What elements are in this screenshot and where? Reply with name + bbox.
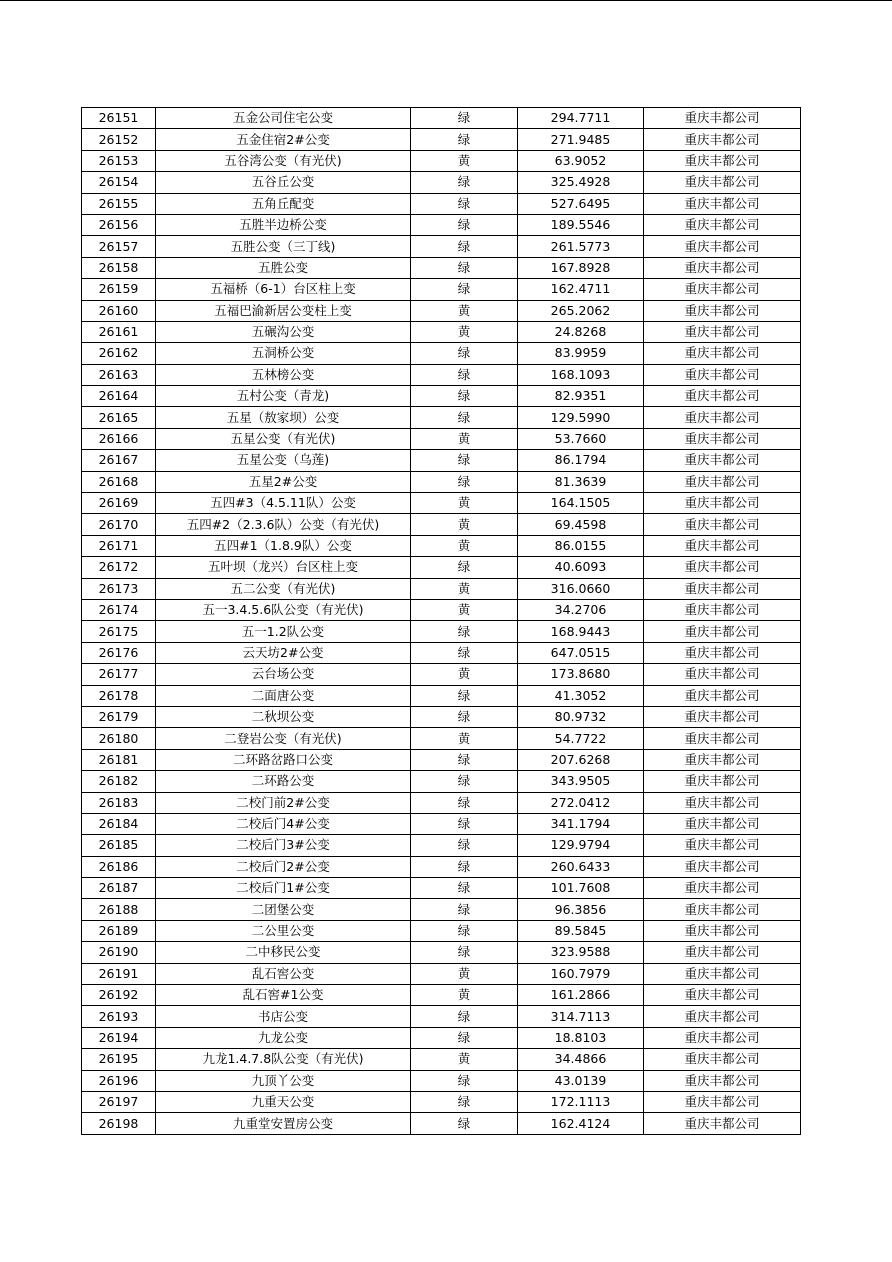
table-row <box>82 108 801 129</box>
cell-company: 重庆丰都公司 <box>644 899 801 920</box>
cell-value: 323.9588 <box>518 942 644 963</box>
table-row <box>82 279 801 300</box>
cell-company: 重庆丰都公司 <box>644 300 801 321</box>
cell-name: 五一3.4.5.6队公变（有光伏) <box>156 599 411 620</box>
cell-id: 26159 <box>82 279 156 300</box>
cell-id: 26160 <box>82 300 156 321</box>
cell-company: 重庆丰都公司 <box>644 150 801 171</box>
cell-color-status: 黄 <box>411 493 518 514</box>
cell-id: 26165 <box>82 407 156 428</box>
cell-company: 重庆丰都公司 <box>644 172 801 193</box>
table-row <box>82 856 801 877</box>
cell-id: 26162 <box>82 343 156 364</box>
cell-company: 重庆丰都公司 <box>644 878 801 899</box>
cell-name: 二秋坝公变 <box>156 706 411 727</box>
cell-name: 五金住宿2#公变 <box>156 129 411 150</box>
cell-value: 260.6433 <box>518 856 644 877</box>
cell-color-status: 绿 <box>411 771 518 792</box>
cell-id: 26176 <box>82 642 156 663</box>
cell-company: 重庆丰都公司 <box>644 1049 801 1070</box>
cell-value: 261.5773 <box>518 236 644 257</box>
cell-name: 五星公变（有光伏) <box>156 428 411 449</box>
cell-name: 二校后门2#公变 <box>156 856 411 877</box>
table-row <box>82 471 801 492</box>
cell-color-status: 黄 <box>411 428 518 449</box>
cell-name: 五四#1（1.8.9队）公变 <box>156 535 411 556</box>
cell-id: 26170 <box>82 514 156 535</box>
table-row <box>82 386 801 407</box>
cell-color-status: 黄 <box>411 599 518 620</box>
transformer-table <box>81 107 801 1135</box>
cell-color-status: 绿 <box>411 1070 518 1091</box>
cell-name: 五胜公变（三丁线) <box>156 236 411 257</box>
cell-color-status: 绿 <box>411 279 518 300</box>
cell-company: 重庆丰都公司 <box>644 835 801 856</box>
cell-id: 26179 <box>82 706 156 727</box>
cell-company: 重庆丰都公司 <box>644 1070 801 1091</box>
cell-company: 重庆丰都公司 <box>644 856 801 877</box>
cell-id: 26156 <box>82 214 156 235</box>
cell-name: 二校后门1#公变 <box>156 878 411 899</box>
cell-color-status: 绿 <box>411 1027 518 1048</box>
cell-color-status: 黄 <box>411 514 518 535</box>
table-row <box>82 1049 801 1070</box>
table-row <box>82 1027 801 1048</box>
table-row <box>82 792 801 813</box>
cell-color-status: 绿 <box>411 749 518 770</box>
table-row <box>82 236 801 257</box>
cell-id: 26180 <box>82 728 156 749</box>
cell-id: 26181 <box>82 749 156 770</box>
cell-value: 647.0515 <box>518 642 644 663</box>
cell-name: 九龙公变 <box>156 1027 411 1048</box>
table-row <box>82 621 801 642</box>
cell-color-status: 绿 <box>411 856 518 877</box>
cell-id: 26151 <box>82 108 156 129</box>
table-row <box>82 813 801 834</box>
cell-id: 26196 <box>82 1070 156 1091</box>
cell-color-status: 绿 <box>411 1113 518 1134</box>
cell-name: 云天坊2#公变 <box>156 642 411 663</box>
cell-company: 重庆丰都公司 <box>644 1027 801 1048</box>
cell-color-status: 黄 <box>411 578 518 599</box>
cell-value: 41.3052 <box>518 685 644 706</box>
cell-value: 86.0155 <box>518 535 644 556</box>
cell-name: 五一1.2队公变 <box>156 621 411 642</box>
cell-company: 重庆丰都公司 <box>644 535 801 556</box>
cell-value: 34.2706 <box>518 599 644 620</box>
cell-value: 343.9505 <box>518 771 644 792</box>
cell-id: 26192 <box>82 985 156 1006</box>
cell-color-status: 黄 <box>411 664 518 685</box>
cell-value: 24.8268 <box>518 321 644 342</box>
cell-color-status: 绿 <box>411 1006 518 1027</box>
cell-name: 二校门前2#公变 <box>156 792 411 813</box>
cell-value: 527.6495 <box>518 193 644 214</box>
table-row <box>82 920 801 941</box>
cell-name: 九重堂安置房公变 <box>156 1113 411 1134</box>
cell-name: 五谷湾公变（有光伏) <box>156 150 411 171</box>
table-row <box>82 150 801 171</box>
cell-value: 172.1113 <box>518 1091 644 1112</box>
table-row <box>82 1091 801 1112</box>
cell-id: 26171 <box>82 535 156 556</box>
cell-value: 162.4711 <box>518 279 644 300</box>
cell-color-status: 黄 <box>411 985 518 1006</box>
cell-value: 265.2062 <box>518 300 644 321</box>
cell-company: 重庆丰都公司 <box>644 279 801 300</box>
cell-id: 26195 <box>82 1049 156 1070</box>
cell-id: 26187 <box>82 878 156 899</box>
cell-value: 54.7722 <box>518 728 644 749</box>
cell-id: 26166 <box>82 428 156 449</box>
table-row <box>82 172 801 193</box>
cell-company: 重庆丰都公司 <box>644 493 801 514</box>
table-body <box>82 108 801 1135</box>
cell-name: 书店公变 <box>156 1006 411 1027</box>
cell-name: 五福桥（6-1）台区柱上变 <box>156 279 411 300</box>
cell-company: 重庆丰都公司 <box>644 1091 801 1112</box>
cell-id: 26186 <box>82 856 156 877</box>
table-row <box>82 493 801 514</box>
cell-id: 26183 <box>82 792 156 813</box>
cell-value: 63.9052 <box>518 150 644 171</box>
cell-value: 271.9485 <box>518 129 644 150</box>
cell-company: 重庆丰都公司 <box>644 985 801 1006</box>
cell-id: 26169 <box>82 493 156 514</box>
cell-company: 重庆丰都公司 <box>644 386 801 407</box>
cell-color-status: 绿 <box>411 942 518 963</box>
table-row <box>82 557 801 578</box>
cell-company: 重庆丰都公司 <box>644 685 801 706</box>
cell-color-status: 绿 <box>411 1091 518 1112</box>
cell-name: 云台场公变 <box>156 664 411 685</box>
cell-name: 五胜公变 <box>156 257 411 278</box>
cell-value: 207.6268 <box>518 749 644 770</box>
cell-value: 162.4124 <box>518 1113 644 1134</box>
table-row <box>82 428 801 449</box>
cell-id: 26158 <box>82 257 156 278</box>
table-row <box>82 407 801 428</box>
cell-name: 九顶丫公变 <box>156 1070 411 1091</box>
cell-id: 26194 <box>82 1027 156 1048</box>
cell-color-status: 绿 <box>411 172 518 193</box>
cell-value: 164.1505 <box>518 493 644 514</box>
cell-company: 重庆丰都公司 <box>644 813 801 834</box>
table-row <box>82 300 801 321</box>
cell-company: 重庆丰都公司 <box>644 728 801 749</box>
cell-value: 86.1794 <box>518 450 644 471</box>
cell-color-status: 黄 <box>411 150 518 171</box>
cell-value: 43.0139 <box>518 1070 644 1091</box>
cell-company: 重庆丰都公司 <box>644 942 801 963</box>
cell-company: 重庆丰都公司 <box>644 321 801 342</box>
cell-company: 重庆丰都公司 <box>644 963 801 984</box>
cell-value: 314.7113 <box>518 1006 644 1027</box>
cell-id: 26155 <box>82 193 156 214</box>
cell-color-status: 绿 <box>411 257 518 278</box>
cell-value: 53.7660 <box>518 428 644 449</box>
cell-color-status: 绿 <box>411 129 518 150</box>
cell-color-status: 绿 <box>411 407 518 428</box>
cell-value: 160.7979 <box>518 963 644 984</box>
cell-id: 26173 <box>82 578 156 599</box>
cell-name: 五星公变（乌莲) <box>156 450 411 471</box>
cell-id: 26185 <box>82 835 156 856</box>
cell-color-status: 黄 <box>411 728 518 749</box>
cell-id: 26164 <box>82 386 156 407</box>
table-row <box>82 1070 801 1091</box>
cell-id: 26153 <box>82 150 156 171</box>
cell-color-status: 绿 <box>411 642 518 663</box>
cell-value: 83.9959 <box>518 343 644 364</box>
cell-value: 272.0412 <box>518 792 644 813</box>
cell-id: 26197 <box>82 1091 156 1112</box>
cell-name: 二环路公变 <box>156 771 411 792</box>
cell-id: 26190 <box>82 942 156 963</box>
cell-name: 九龙1.4.7.8队公变（有光伏) <box>156 1049 411 1070</box>
table-row <box>82 450 801 471</box>
table-row <box>82 257 801 278</box>
table-row <box>82 364 801 385</box>
cell-company: 重庆丰都公司 <box>644 1006 801 1027</box>
cell-id: 26152 <box>82 129 156 150</box>
cell-value: 168.1093 <box>518 364 644 385</box>
cell-id: 26189 <box>82 920 156 941</box>
cell-id: 26178 <box>82 685 156 706</box>
cell-color-status: 绿 <box>411 792 518 813</box>
cell-company: 重庆丰都公司 <box>644 599 801 620</box>
cell-company: 重庆丰都公司 <box>644 749 801 770</box>
cell-color-status: 绿 <box>411 471 518 492</box>
table-row <box>82 642 801 663</box>
cell-color-status: 绿 <box>411 813 518 834</box>
cell-color-status: 绿 <box>411 899 518 920</box>
cell-name: 五角丘配变 <box>156 193 411 214</box>
page-top-border <box>0 0 892 1</box>
cell-company: 重庆丰都公司 <box>644 920 801 941</box>
table-row <box>82 578 801 599</box>
cell-company: 重庆丰都公司 <box>644 364 801 385</box>
cell-name: 乱石窖#1公变 <box>156 985 411 1006</box>
table-row <box>82 963 801 984</box>
cell-id: 26167 <box>82 450 156 471</box>
cell-color-status: 绿 <box>411 386 518 407</box>
cell-company: 重庆丰都公司 <box>644 129 801 150</box>
cell-name: 五二公变（有光伏) <box>156 578 411 599</box>
cell-name: 五洞桥公变 <box>156 343 411 364</box>
cell-id: 26177 <box>82 664 156 685</box>
cell-id: 26174 <box>82 599 156 620</box>
cell-company: 重庆丰都公司 <box>644 257 801 278</box>
cell-value: 34.4866 <box>518 1049 644 1070</box>
cell-company: 重庆丰都公司 <box>644 706 801 727</box>
cell-id: 26182 <box>82 771 156 792</box>
cell-name: 二中移民公变 <box>156 942 411 963</box>
cell-name: 五四#3（4.5.11队）公变 <box>156 493 411 514</box>
cell-value: 173.8680 <box>518 664 644 685</box>
cell-id: 26175 <box>82 621 156 642</box>
cell-company: 重庆丰都公司 <box>644 664 801 685</box>
cell-color-status: 黄 <box>411 300 518 321</box>
cell-id: 26161 <box>82 321 156 342</box>
cell-color-status: 黄 <box>411 535 518 556</box>
cell-color-status: 绿 <box>411 214 518 235</box>
cell-color-status: 绿 <box>411 557 518 578</box>
table-row <box>82 343 801 364</box>
cell-value: 167.8928 <box>518 257 644 278</box>
cell-company: 重庆丰都公司 <box>644 771 801 792</box>
cell-name: 二校后门4#公变 <box>156 813 411 834</box>
cell-id: 26163 <box>82 364 156 385</box>
cell-name: 二团堡公变 <box>156 899 411 920</box>
cell-company: 重庆丰都公司 <box>644 428 801 449</box>
table-row <box>82 706 801 727</box>
cell-color-status: 绿 <box>411 193 518 214</box>
cell-color-status: 绿 <box>411 343 518 364</box>
cell-name: 乱石窖公变 <box>156 963 411 984</box>
cell-value: 101.7608 <box>518 878 644 899</box>
cell-color-status: 绿 <box>411 920 518 941</box>
cell-color-status: 绿 <box>411 236 518 257</box>
cell-name: 五星2#公变 <box>156 471 411 492</box>
table-row <box>82 728 801 749</box>
cell-value: 89.5845 <box>518 920 644 941</box>
cell-name: 二环路岔路口公变 <box>156 749 411 770</box>
cell-color-status: 绿 <box>411 835 518 856</box>
cell-value: 81.3639 <box>518 471 644 492</box>
cell-name: 五星（敖家坝）公变 <box>156 407 411 428</box>
table-row <box>82 985 801 1006</box>
cell-color-status: 黄 <box>411 321 518 342</box>
table-row <box>82 771 801 792</box>
cell-id: 26193 <box>82 1006 156 1027</box>
cell-company: 重庆丰都公司 <box>644 450 801 471</box>
cell-name: 二登岩公变（有光伏) <box>156 728 411 749</box>
cell-value: 129.5990 <box>518 407 644 428</box>
cell-id: 26172 <box>82 557 156 578</box>
table-row <box>82 749 801 770</box>
cell-value: 82.9351 <box>518 386 644 407</box>
cell-company: 重庆丰都公司 <box>644 236 801 257</box>
cell-id: 26168 <box>82 471 156 492</box>
cell-name: 五碾沟公变 <box>156 321 411 342</box>
cell-id: 26191 <box>82 963 156 984</box>
cell-id: 26154 <box>82 172 156 193</box>
table-row <box>82 193 801 214</box>
table-row <box>82 685 801 706</box>
cell-company: 重庆丰都公司 <box>644 471 801 492</box>
table-row <box>82 1006 801 1027</box>
cell-name: 五四#2（2.3.6队）公变（有光伏) <box>156 514 411 535</box>
cell-name: 二校后门3#公变 <box>156 835 411 856</box>
table-row <box>82 878 801 899</box>
cell-color-status: 绿 <box>411 706 518 727</box>
cell-company: 重庆丰都公司 <box>644 1113 801 1134</box>
cell-value: 316.0660 <box>518 578 644 599</box>
table-row <box>82 214 801 235</box>
cell-company: 重庆丰都公司 <box>644 578 801 599</box>
table-row <box>82 599 801 620</box>
cell-value: 96.3856 <box>518 899 644 920</box>
cell-value: 161.2866 <box>518 985 644 1006</box>
cell-value: 189.5546 <box>518 214 644 235</box>
cell-color-status: 绿 <box>411 450 518 471</box>
cell-color-status: 绿 <box>411 685 518 706</box>
cell-name: 五叶坝（龙兴）台区柱上变 <box>156 557 411 578</box>
table-row <box>82 899 801 920</box>
table-row <box>82 835 801 856</box>
cell-name: 二面唐公变 <box>156 685 411 706</box>
cell-company: 重庆丰都公司 <box>644 407 801 428</box>
table-row <box>82 321 801 342</box>
cell-value: 18.8103 <box>518 1027 644 1048</box>
cell-name: 五林榜公变 <box>156 364 411 385</box>
cell-value: 80.9732 <box>518 706 644 727</box>
cell-value: 129.9794 <box>518 835 644 856</box>
cell-company: 重庆丰都公司 <box>644 214 801 235</box>
cell-color-status: 绿 <box>411 364 518 385</box>
cell-company: 重庆丰都公司 <box>644 193 801 214</box>
cell-id: 26184 <box>82 813 156 834</box>
cell-color-status: 绿 <box>411 878 518 899</box>
cell-color-status: 黄 <box>411 1049 518 1070</box>
cell-name: 五胜半边桥公变 <box>156 214 411 235</box>
cell-name: 五金公司住宅公变 <box>156 108 411 129</box>
table-row <box>82 535 801 556</box>
table-row <box>82 942 801 963</box>
table-row <box>82 664 801 685</box>
cell-company: 重庆丰都公司 <box>644 557 801 578</box>
cell-company: 重庆丰都公司 <box>644 108 801 129</box>
cell-name: 九重天公变 <box>156 1091 411 1112</box>
cell-company: 重庆丰都公司 <box>644 514 801 535</box>
cell-value: 69.4598 <box>518 514 644 535</box>
cell-company: 重庆丰都公司 <box>644 621 801 642</box>
cell-name: 五村公变（青龙) <box>156 386 411 407</box>
cell-value: 341.1794 <box>518 813 644 834</box>
table-row <box>82 129 801 150</box>
cell-value: 325.4928 <box>518 172 644 193</box>
table-row <box>82 1113 801 1134</box>
cell-color-status: 绿 <box>411 108 518 129</box>
table-row <box>82 514 801 535</box>
cell-company: 重庆丰都公司 <box>644 343 801 364</box>
cell-id: 26198 <box>82 1113 156 1134</box>
cell-name: 二公里公变 <box>156 920 411 941</box>
cell-color-status: 绿 <box>411 621 518 642</box>
cell-id: 26157 <box>82 236 156 257</box>
cell-name: 五谷丘公变 <box>156 172 411 193</box>
cell-value: 40.6093 <box>518 557 644 578</box>
cell-value: 294.7711 <box>518 108 644 129</box>
cell-name: 五福巴渝新居公变柱上变 <box>156 300 411 321</box>
cell-company: 重庆丰都公司 <box>644 792 801 813</box>
cell-id: 26188 <box>82 899 156 920</box>
cell-color-status: 黄 <box>411 963 518 984</box>
cell-value: 168.9443 <box>518 621 644 642</box>
cell-company: 重庆丰都公司 <box>644 642 801 663</box>
